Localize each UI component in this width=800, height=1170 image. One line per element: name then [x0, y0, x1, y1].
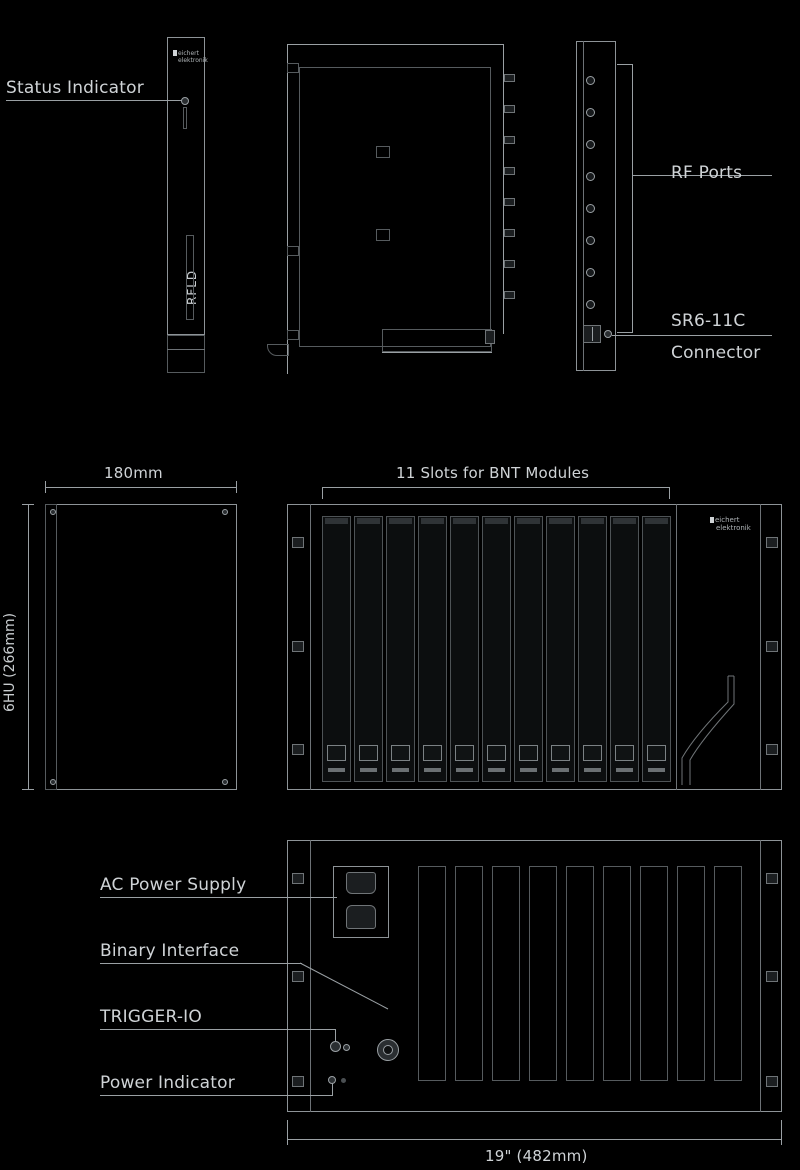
card-slot-pins	[488, 768, 505, 772]
sr6-11c-connector-screw	[604, 330, 612, 338]
card-slot-pins	[584, 768, 601, 772]
label-power-indicator: Power Indicator	[100, 1073, 235, 1093]
chassis-side-screw-bl	[50, 779, 56, 785]
card-slot-header	[645, 518, 668, 524]
sideview-port-stub	[504, 105, 515, 113]
rf-ports-bracket-vertical	[632, 64, 633, 332]
card-slot	[642, 516, 671, 782]
brand-name: eichert	[178, 50, 199, 57]
module-front-panel-bottom	[167, 335, 205, 373]
rear-slot-strip	[603, 866, 631, 1081]
card-slot-connector	[647, 745, 666, 761]
rear-mount-hole-right-mid	[766, 971, 778, 982]
label-ac-power-supply: AC Power Supply	[100, 875, 247, 895]
sideview-inner-notch-1	[376, 146, 390, 158]
dim-180mm-tick-right	[236, 481, 237, 493]
rf-port	[586, 300, 595, 309]
leader-status-indicator	[6, 100, 182, 101]
card-slot-pins	[648, 768, 665, 772]
dim-6hu-tick-bottom	[22, 789, 34, 790]
rear-slot-strip	[455, 866, 483, 1081]
leader-power-indicator-rise	[332, 1083, 333, 1096]
card-slot-connector	[391, 745, 410, 761]
card-slot	[610, 516, 639, 782]
leader-power-indicator	[100, 1095, 332, 1096]
card-slot	[354, 516, 383, 782]
sideview-port-stub	[504, 291, 515, 299]
dim-180mm-tick-left	[45, 481, 46, 493]
chassis-side-screw-br	[222, 779, 228, 785]
rf-port	[586, 108, 595, 117]
card-slot-pins	[456, 768, 473, 772]
leader-trigger-io	[100, 1029, 335, 1030]
rf-port	[586, 236, 595, 245]
card-slot-connector	[327, 745, 346, 761]
rf-port	[586, 268, 595, 277]
card-slot-pins	[520, 768, 537, 772]
rf-port	[586, 140, 595, 149]
card-slot	[514, 516, 543, 782]
sideview-pcb-block	[382, 329, 492, 352]
rear-mount-hole-right-bottom	[766, 1076, 778, 1087]
slots-bracket-line	[322, 487, 670, 488]
module-handle-strip	[186, 235, 194, 320]
rear-panel-strip	[576, 41, 616, 371]
rack-mount-hole-right-mid	[766, 641, 778, 652]
rf-ports-bracket-bottom	[617, 332, 633, 333]
card-slot-header	[613, 518, 636, 524]
rear-slot-strip	[529, 866, 557, 1081]
rear-mount-hole-right-top	[766, 873, 778, 884]
rf-port	[586, 76, 595, 85]
card-slot-pins	[552, 768, 569, 772]
sideview-body-outline	[299, 67, 491, 347]
rack-rear-right-rail-line	[760, 840, 761, 1112]
rack-mount-hole-left-top	[292, 537, 304, 548]
card-slot	[418, 516, 447, 782]
dim-180mm-line	[45, 487, 237, 488]
card-slot-connector	[423, 745, 442, 761]
rear-panel-inner-line	[583, 41, 584, 371]
card-slot-pins	[392, 768, 409, 772]
card-slot	[386, 516, 415, 782]
sideview-rail-hook	[267, 344, 289, 356]
card-slot-pins	[424, 768, 441, 772]
dim-6hu-line	[28, 504, 29, 789]
card-slot	[578, 516, 607, 782]
rear-slot-strip	[714, 866, 742, 1081]
brand-subname: elektronik	[178, 56, 208, 64]
brand-logo-module-text	[173, 50, 208, 65]
leader-binary-interface	[100, 963, 302, 964]
label-180mm: 180mm	[104, 464, 163, 482]
rear-slot-strip	[566, 866, 594, 1081]
sideview-bottom-edge	[382, 352, 492, 353]
rear-slot-strip	[677, 866, 705, 1081]
sideview-top-edge	[287, 44, 504, 45]
sideview-port-stub	[504, 74, 515, 82]
rack-front-left-rail-line	[310, 504, 311, 790]
label-sr6-11c-line2: Connector	[671, 343, 761, 363]
sideview-notch-bottom	[287, 330, 299, 340]
slots-bracket-tick-right	[669, 487, 670, 499]
card-slot-connector	[615, 745, 634, 761]
chassis-side-screw-tr	[222, 509, 228, 515]
card-slot-pins	[328, 768, 345, 772]
brand-subname-rack: elektronik	[716, 524, 751, 533]
card-slot-header	[549, 518, 572, 524]
ac-power-fuse-drawer	[346, 905, 376, 929]
card-slot	[322, 516, 351, 782]
sr6-11c-connector-pin	[592, 327, 593, 341]
card-slot-pins	[616, 768, 633, 772]
rf-ports-bracket-top	[617, 64, 633, 65]
chassis-side-front-rail	[45, 504, 57, 790]
dim-rack-width-line	[287, 1139, 782, 1140]
rear-slot-strip	[640, 866, 668, 1081]
brand-logo-rack	[710, 516, 751, 532]
psu-internal-detail	[676, 640, 762, 785]
rack-mount-hole-left-mid	[292, 641, 304, 652]
card-slot	[450, 516, 479, 782]
card-slot-header	[357, 518, 380, 524]
sideview-left-edge	[287, 44, 288, 374]
module-vertical-label: RFLD	[185, 269, 199, 305]
slots-bracket-tick-left	[322, 487, 323, 499]
rf-port	[586, 172, 595, 181]
dim-rack-width-tick-right	[781, 1120, 782, 1145]
card-slot-header	[325, 518, 348, 524]
label-6hu: 6HU (266mm)	[2, 612, 18, 712]
rear-slot-strip	[492, 866, 520, 1081]
status-indicator-slot	[183, 107, 187, 129]
chassis-side-view	[45, 504, 237, 790]
label-rack-width: 19" (482mm)	[485, 1147, 588, 1165]
card-slot	[546, 516, 575, 782]
brand-name-rack: eichert	[715, 516, 740, 524]
module-front-divider	[167, 349, 205, 350]
rack-mount-hole-left-bottom	[292, 744, 304, 755]
sideview-notch-top	[287, 63, 299, 73]
card-slot-header	[485, 518, 508, 524]
sideview-inner-notch-2	[376, 229, 390, 241]
sideview-notch-mid	[287, 246, 299, 256]
label-sr6-11c-line1: SR6-11C	[671, 311, 746, 331]
label-binary-interface: Binary Interface	[100, 941, 240, 961]
card-slot-header	[581, 518, 604, 524]
ac-power-inlet-socket	[346, 872, 376, 894]
card-slot-header	[453, 518, 476, 524]
card-slot-connector	[519, 745, 538, 761]
rear-slot-strip	[418, 866, 446, 1081]
card-slot-header	[421, 518, 444, 524]
rear-mount-hole-left-top	[292, 873, 304, 884]
rack-mount-hole-right-bottom	[766, 744, 778, 755]
label-slots: 11 Slots for BNT Modules	[396, 464, 590, 482]
card-slot-connector	[455, 745, 474, 761]
leader-ac-power-supply	[100, 897, 337, 898]
card-slot-connector	[583, 745, 602, 761]
sideview-port-stub	[504, 260, 515, 268]
sideview-port-stub	[504, 198, 515, 206]
dim-6hu-tick-top	[22, 504, 34, 505]
status-indicator-led	[181, 97, 189, 105]
card-slot	[482, 516, 511, 782]
label-status-indicator: Status Indicator	[6, 78, 144, 98]
rack-mount-hole-right-top	[766, 537, 778, 548]
card-slot-header	[517, 518, 540, 524]
label-trigger-io: TRIGGER-IO	[100, 1007, 202, 1027]
leader-sr6-11c	[612, 335, 772, 336]
card-slot-connector	[359, 745, 378, 761]
card-slot-pins	[360, 768, 377, 772]
dim-rack-width-tick-left	[287, 1120, 288, 1145]
sideview-port-stub	[504, 167, 515, 175]
card-slot-connector	[551, 745, 570, 761]
power-indicator-led-dot	[341, 1078, 346, 1083]
sideview-port-stub	[504, 136, 515, 144]
rf-port	[586, 204, 595, 213]
rear-mount-hole-left-bottom	[292, 1076, 304, 1087]
label-rf-ports: RF Ports	[671, 163, 743, 183]
card-slot-header	[389, 518, 412, 524]
card-slot-connector	[487, 745, 506, 761]
sideview-port-stub	[504, 229, 515, 237]
leader-binary-interface-diagonal	[300, 960, 392, 1052]
sideview-connector-block	[485, 330, 495, 344]
leader-trigger-io-drop	[335, 1029, 336, 1042]
chassis-side-screw-tl	[50, 509, 56, 515]
